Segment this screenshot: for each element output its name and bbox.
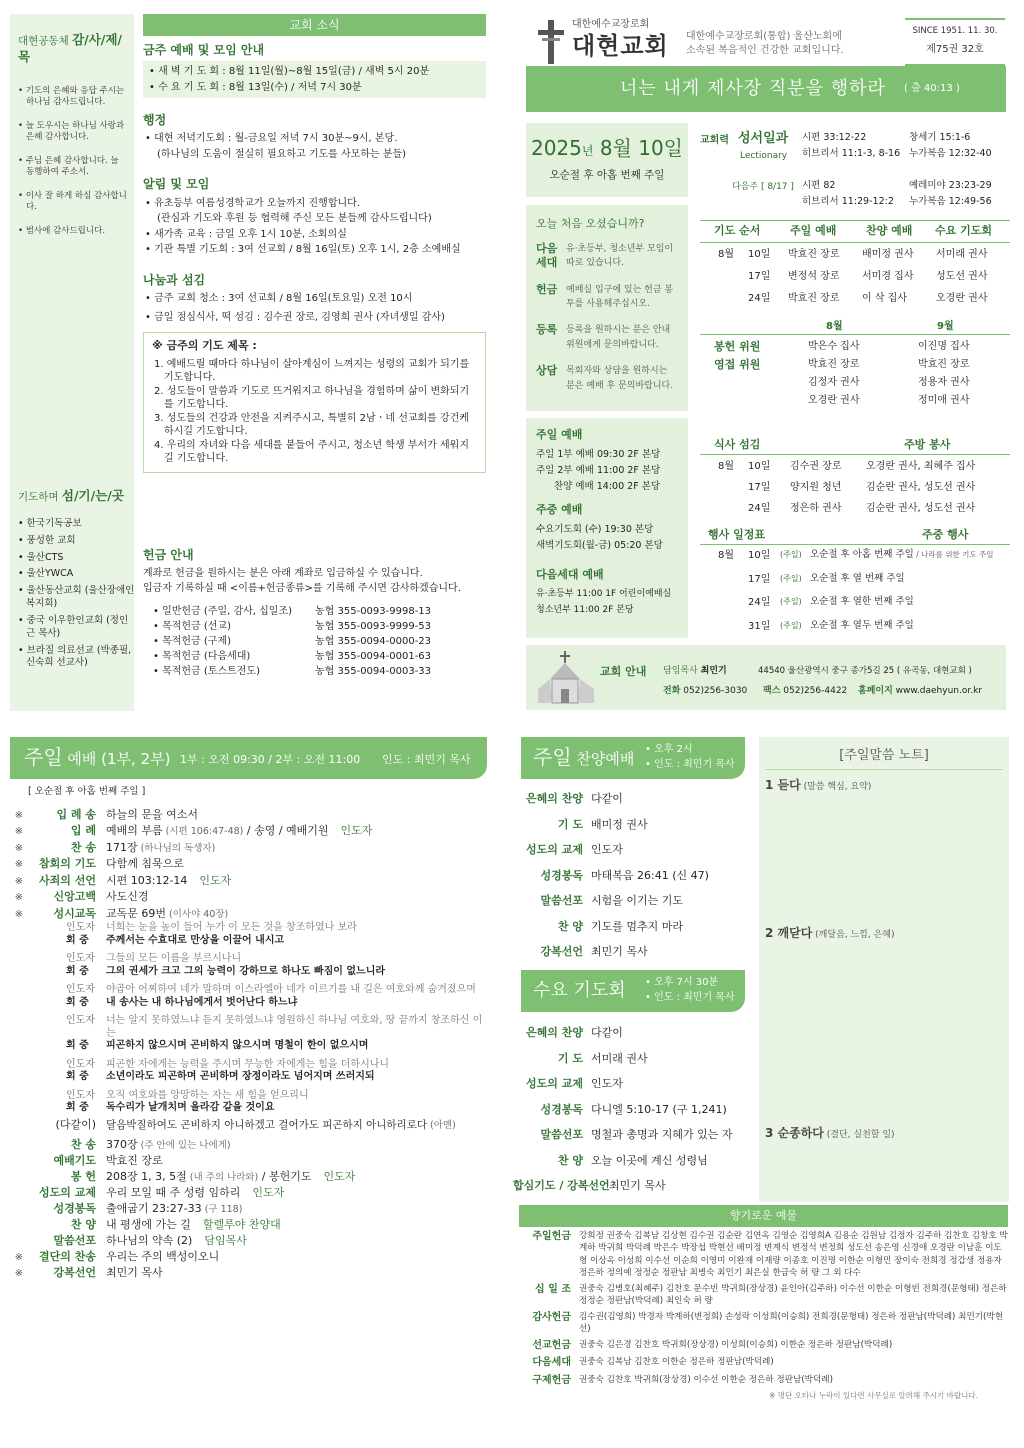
list-item: • 울산YWCA — [18, 568, 74, 580]
order-label: 성도의 교제 — [39, 1185, 96, 1199]
order-leader: 인도자 — [340, 824, 373, 838]
bullet: ※ — [14, 842, 24, 854]
account-row: • 목적헌금 (다음세대) 농협 355-0094-0001-63 — [153, 650, 432, 662]
order-text: 시험을 이기는 기도 — [591, 894, 684, 908]
order-row — [10, 807, 487, 824]
order-text: 하늘의 문을 여소서 — [106, 807, 199, 821]
offerings-list — [519, 1230, 1008, 1401]
order-text: 다니엘 5:10-17 (구 1,241) — [591, 1102, 727, 1116]
order-label: 성경봉독 — [540, 868, 583, 882]
order-note: (주 안에 있는 나에게) — [137, 1140, 231, 1152]
bullet: ※ — [14, 875, 24, 887]
order-row — [10, 1153, 487, 1169]
order-row — [521, 939, 745, 965]
order-text: 서미래 권사 — [591, 1051, 648, 1065]
order-row — [521, 863, 745, 889]
responsive-text: 그의 권세가 크고 그의 능력이 강하므로 하나도 빠짐이 없느니라 — [106, 965, 386, 977]
order-row — [521, 1097, 745, 1123]
news-header: 교회 소식 — [143, 14, 486, 36]
order-row — [10, 1233, 487, 1249]
order-content — [106, 823, 487, 839]
order-row — [10, 873, 487, 890]
order-label: 찬 양 — [557, 919, 583, 933]
order-row — [10, 1265, 487, 1282]
responsive-text: 야곱아 어찌하여 네가 말하며 이스라엘아 네가 이르기를 내 길은 여호와께 숨겨졌으며 — [106, 984, 476, 996]
order-row — [10, 1185, 487, 1201]
together-line: (다같이) 달음박질하여도 곤비하지 아니하겠고 걸어가도 피곤하지 아니하리로다 (아멘) — [55, 1117, 456, 1131]
list-item: • 풍성한 교회 — [18, 534, 76, 546]
list-item: • 중국 이우한인교회 (정인근 목사) — [18, 614, 129, 639]
responsive-text: 내 송사는 내 하나님에게서 벗어난다 하느냐 — [106, 996, 298, 1008]
order-label: 성경봉독 — [53, 1201, 96, 1215]
order-text: 다같이 — [591, 1026, 623, 1039]
order-label: 결단의 찬송 — [39, 1249, 96, 1263]
offering-footnote: ※ 명단 오타나 누락이 있다면 사무실로 알려해 주시기 바랍니다. — [769, 1391, 978, 1401]
order-leader: 할렐루야 찬양대 — [202, 1217, 281, 1231]
order-text: 다같이 — [591, 792, 623, 805]
order-leader: 인도자 — [199, 873, 232, 887]
responsive-line — [66, 966, 487, 979]
list-item: • 울산CTS — [18, 551, 64, 563]
bullet: ※ — [14, 809, 24, 821]
thanks-item: • 이사 잘 하게 하심 감사합니다. — [18, 190, 127, 213]
offering-label: 다음세대 — [532, 1357, 571, 1369]
welcome-box: 오늘 처음 오셨습니까? 다음세대 유·초등부, 청소년부 모임이 따로 있습니다. 헌금 예배실 입구에 있는 헌금 봉투를 사용해주십시오. 등록 등록을 원하시는 분은 안내 위원에게 문의바랍니다. 상담 목회자와 상담을 원하시는 분은 예배 후 문의바랍니다. — [526, 205, 688, 411]
responsive-text: 소년이라도 피곤하며 곤비하며 장정이라도 넘어지며 쓰러지되 — [106, 1071, 375, 1083]
order-text: 교독문 69번 — [106, 906, 166, 920]
account-row: • 목적헌금 (선교) 농협 355-0093-9999-53 — [153, 620, 432, 632]
offering-label: 주일헌금 — [532, 1231, 571, 1242]
order-label: 합심기도 / 강복선언 — [513, 1179, 610, 1193]
responsive-speaker: 회 중 — [66, 1071, 89, 1083]
responsive-speaker: 인도자 — [66, 984, 95, 996]
left-sidebar — [10, 14, 134, 711]
order-text: 마태복음 26:41 (신 47) — [591, 868, 709, 882]
list-item: • 브라질 의료선교 (박종필,신숙희 선교사) — [18, 644, 132, 669]
order-text: 내 평생에 가는 길 — [106, 1217, 191, 1231]
order-content — [106, 856, 487, 872]
responsive-line — [66, 1040, 487, 1053]
thanks-title: 대현공동체 감/사/제/목 — [18, 32, 122, 64]
sermon-note: [주일말씀 노트] 1 듣다 (말씀 핵심, 요약) 2 깨닫다 (깨달음, 느낌, 은혜) 3 순종하다 (결단, 실천할 일) — [759, 737, 1009, 1202]
order-text: 배미정 권사 — [591, 817, 648, 831]
offering-row — [519, 1339, 1008, 1354]
sunday-worship-header: 주일 예배 (1부, 2부) 1부 : 오전 09:30 / 2부 : 오전 11:00 인도 : 최민기 목사 — [10, 737, 487, 779]
list-item: • 울산동산교회 (울산장애인복지회) — [18, 585, 135, 610]
order-label: 말씀선포 — [540, 1128, 583, 1142]
bullet: ※ — [14, 908, 24, 920]
offering-label: 선교헌금 — [532, 1339, 571, 1351]
order-label: 봉 헌 — [70, 1169, 96, 1183]
order-row — [10, 840, 487, 857]
website-link[interactable]: www.daehyun.or.kr — [895, 686, 982, 696]
responsive-speaker: 인도자 — [66, 1089, 95, 1101]
order-text: 사도신경 — [106, 890, 149, 904]
section-title: 알림 및 모임 — [143, 177, 210, 192]
church-building-icon — [536, 651, 596, 707]
order-label: 성경봉독 — [540, 1102, 583, 1116]
offering-row — [519, 1283, 1008, 1308]
responsive-line — [66, 922, 487, 935]
thanks-item: • 주님 은혜 감사합니다. 늘 동행하여 주소서. — [18, 155, 119, 178]
responsive-speaker: 회 중 — [66, 965, 89, 977]
account-row: • 일반헌금 (주일, 감사, 십일조) 농협 355-0093-9998-13 — [153, 605, 432, 617]
responsive-speaker: 인도자 — [66, 953, 95, 965]
offering-row — [519, 1230, 1008, 1280]
order-content — [106, 1169, 487, 1185]
bullet: ※ — [14, 826, 24, 838]
order-content — [106, 1137, 487, 1153]
order-row — [10, 856, 487, 873]
thanks-item: • 늘 도우시는 하나님 사랑과 은혜 감사합니다. — [18, 120, 125, 143]
wednesday-order — [513, 1020, 745, 1199]
responsive-line — [66, 997, 487, 1010]
order-row — [10, 906, 487, 923]
theme-banner: 너는 내게 제사장 직분을 행하라 ( 출 40:13 ) — [526, 66, 1006, 112]
order-text: 최민기 목사 — [609, 1179, 666, 1193]
responsive-text: 피곤한 자에게는 능력을 주시며 무능한 자에게는 힘을 더하시나니 — [106, 1058, 390, 1070]
offerings-header: 향기로운 예물 — [519, 1205, 1008, 1227]
order-text: 171장 — [106, 840, 138, 854]
offering-label: 십 일 조 — [535, 1283, 571, 1295]
order-label: 말씀선포 — [53, 1233, 96, 1247]
order-label: 강복선언 — [540, 945, 583, 959]
order-content — [106, 1249, 487, 1265]
section-title: 나눔과 섬김 — [143, 272, 206, 287]
section-title: 헌금 안내 — [143, 547, 194, 562]
order-text: 기도를 멈추지 마라 — [591, 919, 684, 933]
order-text: 208장 1, 3, 5절 — [106, 1169, 187, 1183]
order-row — [521, 1071, 745, 1097]
responsive-line — [66, 1071, 487, 1084]
order-row — [10, 1169, 487, 1185]
order-text: 우리는 주의 백성이오니 — [106, 1249, 220, 1263]
order-content — [106, 873, 487, 889]
order-content — [106, 1233, 487, 1249]
responsive-speaker: 회 중 — [66, 1040, 89, 1052]
order-text: 최민기 목사 — [106, 1266, 163, 1280]
responsive-line — [66, 1090, 487, 1103]
order-leader: 인도자 — [323, 1169, 356, 1183]
prayer-places-list — [18, 518, 136, 674]
order-label: 은혜의 찬양 — [526, 1026, 583, 1039]
account-row: • 목적헌금 (토스트전도) 농협 355-0094-0003-33 — [153, 665, 432, 677]
offering-row — [519, 1374, 1008, 1389]
prayer-places-title: 기도하며 섬/기/는/곳 — [18, 488, 124, 503]
order-label: 성도의 교제 — [526, 843, 583, 857]
responsive-text: 오직 여호와를 앙망하는 자는 새 힘을 얻으리니 — [106, 1089, 309, 1101]
order-note: (이사야 40장) — [166, 908, 229, 920]
order-note: (시편 106:47-48) — [162, 826, 244, 838]
order-row — [10, 1249, 487, 1266]
order-row — [521, 1046, 745, 1072]
offering-names: 권중숙 김복남 김찬호 이한순 정은하 정판남(박덕례) — [579, 1357, 774, 1368]
order-content — [106, 840, 487, 856]
order-row — [521, 812, 745, 838]
order-label: 사죄의 선언 — [39, 873, 96, 887]
order-label: 예배기도 — [53, 1153, 96, 1167]
thanks-item: • 기도의 은혜와 응답 주시는 하나님 감사드립니다. — [18, 85, 125, 108]
order-row — [10, 1217, 487, 1233]
order-text: 최민기 목사 — [591, 945, 648, 959]
bullet: ※ — [14, 892, 24, 904]
service-box: • 새 벽 기 도 회 : 8월 11일(월)~8월 15일(금) / 새벽 5시 20분 • 수 요 기 도 회 : 8월 13일(수) / 저녁 7시 30분 — [143, 61, 486, 98]
church-logo-area: 대한예수교장로회 대현교회 대한예수교장로회(통합) 울산노회에 소속된 복음적인 건강한 교회입니다. — [536, 18, 896, 68]
responsive-speaker: 회 중 — [66, 934, 89, 946]
section-title: 금주 예배 및 모임 안내 — [143, 43, 265, 57]
wednesday-prayer-header: 수요 기도회 • 오후 7시 30분 • 인도 : 최민기 목사 — [521, 970, 745, 1012]
cross-logo-icon — [536, 20, 566, 64]
order-label: 신앙고백 — [53, 890, 96, 904]
responsive-text: 너는 알지 못하였느냐 듣지 못하였느냐 영원하신 하나님 여호와, 땅 끝까지 창조하신 이는 — [106, 1015, 483, 1039]
order-text: 박효진 장로 — [106, 1153, 163, 1167]
responsive-speaker: 회 중 — [66, 1102, 89, 1114]
order-row — [513, 1173, 745, 1199]
responsive-line — [66, 1059, 487, 1072]
responsive-line — [66, 1015, 487, 1040]
prayer-topics-box: ※ 금주의 기도 제목 : 1. 예배드릴 때마다 하나님이 살아계심이 느껴지는 성령의 교회가 되기를 기도합니다. 2. 성도들이 말씀과 기도로 뜨거워지고 하나님을 경험하며 삶이 변화되기를 기도합니다. 3. 성도들의 건강과 안전을 지켜주시고, 특별히 2남ㆍ네 선교회를 강건케 하시길 기도합니다. 4. 우리의 자녀와 다음 세대를 붙들어 주시고, 청소년 학생 부서가 세워지길 기도합니다. — [143, 332, 486, 473]
offering-row — [519, 1356, 1008, 1371]
offering-names: 강희정 권중숙 김복남 김상현 김수권 김순란 김연옥 김영순 김영희A 김용순 김원남 김정자 김주하 김찬호 김창호 박계하 박귀희 박덕례 박은수 박장섭 박현선 배미정 변계식 변정석 변정희 성도선 송은영 신경애 오경란 이남훈 이도형 이상옥 이성희 이수선 이순희 이영미 이완재 이재량 이종호 이진명 이한순 이형민 장이숙 전희경 정갑생 정용자 정은하 정의예 정정순 정판남 최병숙 최민기 최은실 한금숙 허 량 그 외 다수 — [579, 1231, 1008, 1279]
order-row — [521, 888, 745, 914]
responsive-line — [66, 953, 487, 966]
order-row — [10, 1137, 487, 1153]
order-note: (구 118) — [201, 1203, 243, 1215]
order-label: 기 도 — [557, 817, 583, 831]
section-title: 행정 — [143, 113, 167, 128]
offering-names: 권중숙 김은경 김찬호 박귀희(장상경) 이성희(이승희) 이한순 정은하 정판남(박덕례) — [579, 1339, 893, 1350]
order-label: 기 도 — [557, 1051, 583, 1065]
order-text: / 송영 / 예배기원 — [243, 824, 329, 838]
order-content — [106, 889, 487, 905]
order-text: 출애굽기 23:27-33 — [106, 1201, 202, 1215]
order-row — [10, 889, 487, 906]
responsive-text: 피곤하지 않으시며 곤비하지 않으시며 명철이 한이 없으시며 — [106, 1040, 369, 1052]
order-label: 찬 양 — [557, 1153, 583, 1167]
order-text: 예배의 부름 — [106, 824, 163, 838]
order-leader: 담임목사 — [204, 1233, 247, 1247]
responsive-text: 너희는 눈을 높이 들어 누가 이 모든 것을 창조하였나 보라 — [106, 922, 357, 934]
responsive-speaker: 회 중 — [66, 996, 89, 1008]
order-text: 시편 103:12-14 — [106, 873, 188, 887]
offering-label: 감사헌금 — [532, 1311, 571, 1323]
thanks-item: • 범사에 감사드립니다. — [18, 225, 106, 236]
order-text: 오늘 이곳에 계신 성령님 — [591, 1153, 708, 1167]
order-label: 입 례 — [70, 824, 96, 838]
order-leader: 인도자 — [252, 1185, 285, 1199]
order-text: 다함께 침묵으로 — [106, 857, 184, 871]
order-label: 은혜의 찬양 — [526, 792, 583, 805]
order-text: 하나님의 약속 (2) — [106, 1233, 193, 1247]
order-content — [106, 906, 487, 922]
church-news: 교회 소식 금주 예배 및 모임 안내 • 새 벽 기 도 회 : 8월 11일(월)~8월 15일(금) / 새벽 5시 20분 • 수 요 기 도 회 : 8월 13일(수) / 저녁 7시 30분 행정 • 대현 저녁기도회 : 월-금요일 저녁 7시 30분~9시, 본당. (하나님의 도움이 절실히 필요하고 기도를 사모하는 분들) 알림 및 모임 • 유초등부 여름성경학교가 오늘까지 진행합니다. (관심과 기도와 후원 등 협력해 주신 모든 분들께 감사드립니다) • 새가족 교육 : 금일 오후 1시 10분, 소회의실 • 기관 특별 기도회 : 3여 선교회 / 8월 16일(토) 오후 1시, 2층 소예배실 나눔과 섬김 • 금주 교회 청소 : 3여 선교회 / 8월 16일(토요일) 오전 10시 • 금일 점심식사, 떡 섬김 : 김수권 장로, 김영희 권사 (자녀생일 감사) ※ 금주의 기도 제목 : 1. 예배드릴 때마다 하나님이 살아계심이 느껴지는 성령의 교회가 되기를 기도합니다. 2. 성도들이 말씀과 기도로 뜨거워지고 하나님을 경험하며 삶이 변화되기를 기도합니다. 3. 성도들의 건강과 안전을 지켜주시고, 특별히 2남ㆍ네 선교회를 강건케 하시길 기도합니다. 4. 우리의 자녀와 다음 세대를 붙들어 주시고, 청소년 학생 부서가 세워지길 기도합니다. 헌금 안내 계좌로 헌금을 원하시는 분은 아래 계좌로 입금하실 수 있습니다. 입금자 기록하실 때 <이름+헌금종류>를 기록해 주시면 감사하겠습니다. • 일반헌금 (주일, 감사, 십일조) 농협 355-0093-9998-13 • 목적헌금 (선교) 농협 355-0093-9999-53 • 목적헌금 (구제) 농협 355-0094-0000-23 • 목적헌금 (다음세대) 농협 355-0094-0001-63 • 목적헌금 (토스트전도) 농협 355-0094-0003-33 — [143, 14, 486, 679]
order-text: 명철과 총명과 지혜가 있는 자 — [591, 1128, 733, 1142]
praise-worship-header: 주일 찬양예배 • 오후 2시 • 인도 : 최민기 목사 — [521, 737, 745, 779]
worship-times-box: 주일 예배 주일 1부 예배 09:30 2F 본당 주일 2부 예배 11:00 2F 본당 찬양 예배 14:00 2F 본당 주중 예배 수요기도회 (수) 19:30 본당 새벽기도회(월-금) 05:20 본당 다음세대 예배 유·초등부 11:00 1F 어린이예배실 청소년부 11:00 2F 본당 — [526, 418, 688, 638]
order-note: (내 주의 나라와) — [186, 1171, 259, 1183]
order-text: / 봉헌기도 — [258, 1169, 312, 1183]
order-label: 찬 양 — [70, 1217, 96, 1231]
order-label: 찬 송 — [70, 840, 96, 854]
order-row — [521, 786, 745, 812]
order-content — [106, 1201, 487, 1217]
responsive-line — [66, 935, 487, 948]
order-note: (하나님의 독생자) — [137, 842, 216, 854]
responsive-text: 독수리가 날개치며 올라감 같을 것이요 — [106, 1102, 275, 1114]
church-contact: 교회 안내 담임목사 최민기 44540 울산광역시 중구 종가5길 25 ( 유곡동, 대현교회 ) 전화 052)256-3030 팩스 052)256-4422 홈페이지 www.daehyun.or.kr — [526, 645, 1006, 710]
theme-verse: 너는 내게 제사장 직분을 행하라 — [620, 78, 886, 99]
bullet: ※ — [14, 859, 24, 871]
order-label: 성도의 교제 — [526, 1077, 583, 1091]
order-content — [106, 1185, 487, 1201]
responsive-line — [66, 984, 487, 997]
order-content — [106, 807, 487, 823]
offering-names: 권중숙 김찬호 박귀희(장상경) 이수선 이한순 정은하 정판남(박덕례) — [579, 1374, 833, 1385]
order-row — [521, 1122, 745, 1148]
order-row — [521, 837, 745, 863]
order-label: 참회의 기도 — [39, 857, 96, 871]
order-text: 인도자 — [591, 843, 623, 857]
list-item: • 한국기독공보 — [18, 518, 82, 529]
order-text: 우리 모일 때 주 성령 임하리 — [106, 1185, 241, 1199]
church-name: 대현교회 — [572, 32, 669, 60]
order-content — [106, 1265, 487, 1281]
order-label: 찬 송 — [70, 1138, 96, 1152]
order-label: 강복선언 — [53, 1266, 96, 1280]
offering-names: 권중숙 김병호(최혜주) 김찬호 문수빈 박귀희(장상경) 윤인아(김주하) 이수선 이한순 이형빈 전희경(문형태) 정은하 정정순 정판남(박덕례) 최인숙 허 량 — [579, 1283, 1007, 1307]
order-row — [10, 823, 487, 840]
responsive-speaker: 인도자 — [66, 1058, 95, 1070]
account-row: • 목적헌금 (구제) 농협 355-0094-0000-23 — [153, 635, 432, 647]
order-text: 370장 — [106, 1138, 138, 1152]
responsive-speaker: 인도자 — [66, 922, 95, 934]
responsive-speaker: 인도자 — [66, 1015, 95, 1027]
responsive-line — [66, 1102, 487, 1115]
offering-names: 김수권(김영희) 박경자 박계하(변정희) 손성락 이성희(이승희) 전희경(문형태) 정은하 정판남(박덕례) 최민기(박현선) — [579, 1311, 1004, 1335]
issue-info: SINCE 1951. 11. 30. 제75권 32호 — [905, 18, 1005, 66]
responsive-text: 그들의 모든 이름을 부르시나니 — [106, 953, 242, 965]
date-box: 2025년 8월 10일 오순절 후 아홉 번째 주일 — [526, 123, 688, 197]
order-text: 인도자 — [591, 1077, 623, 1091]
sunday-order: [ 오순절 후 아홉 번째 주일 ] ※ 입 례 송 하늘의 문을 여소서 ※ 입 례 예배의 부름 (시편 106:47-48) / 송영 / 예배기원 인도자 ※ 찬 송 171장 (하나님의 독생자) ※ 참회의 기도 다함께 침묵으로 ※ 사죄의 선언 시편 103:12-14 인도자 ※ 신앙고백 사도신경 ※ 성시교독 교독문 69번 (이사야 40장) 인도자 너희는 눈을 높이 들어 누가 이 모든 것을 창조하였나 보라 회 중 주께서는 수효대로 만상을 이끌어 내시고 인도자 그들의 모든 이름을 부르시나니 회 중 그의 권세가 크고 그의 능력이 강하므로 하나도 빠짐이 없느니라 인도자 야곱아 어찌하여 네가 말하며 이스라엘아 네가 이르기를 내 길은 여호와께 숨겨졌으며 회 중 내 송사는 내 하나님에게서 벗어난다 하느냐 인도자 너는 알지 못하였느냐 듣지 못하였느냐 영원하신 하나님 여호와, 땅 끝까지 창조하신 이는 회 중 피곤하지 않으시며 곤비하지 않으시며 명철이 한이 없으시며 인도자 피곤한 자에게는 능력을 주시며 무능한 자에게는 힘을 더하시나니 회 중 소년이라도 피곤하며 곤비하며 장정이라도 넘어지며 쓰러지되 인도자 오직 여호와를 앙망하는 자는 새 힘을 얻으리니 회 중 독수리가 날개치며 올라감 같을 것이요 (다같이) 달음박질하여도 곤비하지 아니하겠고 걸어가도 피곤하지 아니하리로다 (아멘) 찬 송 370장 (주 안에 있는 나에게) 예배기도 박효진 장로 봉 헌 208장 1, 3, 5절 (내 주의 나라와) / 봉헌기도 인도자 성도의 교제 우리 모일 때 주 성령 임하리 인도자 성경봉독 출애굽기 23:27-33 (구 118) 찬 양 내 평생에 가는 길 할렐루야 찬양대 말씀선포 하나님의 약속 (2) 담임목사 ※ 결단의 찬송 우리는 주의 백성이오니 ※ 강복선언 최민기 목사 — [10, 786, 487, 1282]
praise-order — [521, 786, 745, 965]
order-label: 성시교독 — [53, 906, 96, 920]
order-content — [106, 1153, 487, 1169]
order-row — [521, 914, 745, 940]
order-content — [106, 1217, 487, 1233]
bullet: ※ — [14, 1268, 24, 1280]
order-label: 입 례 송 — [56, 807, 96, 821]
order-row — [521, 1148, 745, 1174]
responsive-text: 주께서는 수효대로 만상을 이끌어 내시고 — [106, 934, 285, 946]
order-label: 말씀선포 — [540, 894, 583, 908]
offering-row — [519, 1311, 1008, 1336]
order-row — [10, 1201, 487, 1217]
order-row — [521, 1020, 745, 1046]
offering-label: 구제헌금 — [532, 1374, 571, 1386]
bullet: ※ — [14, 1251, 24, 1263]
